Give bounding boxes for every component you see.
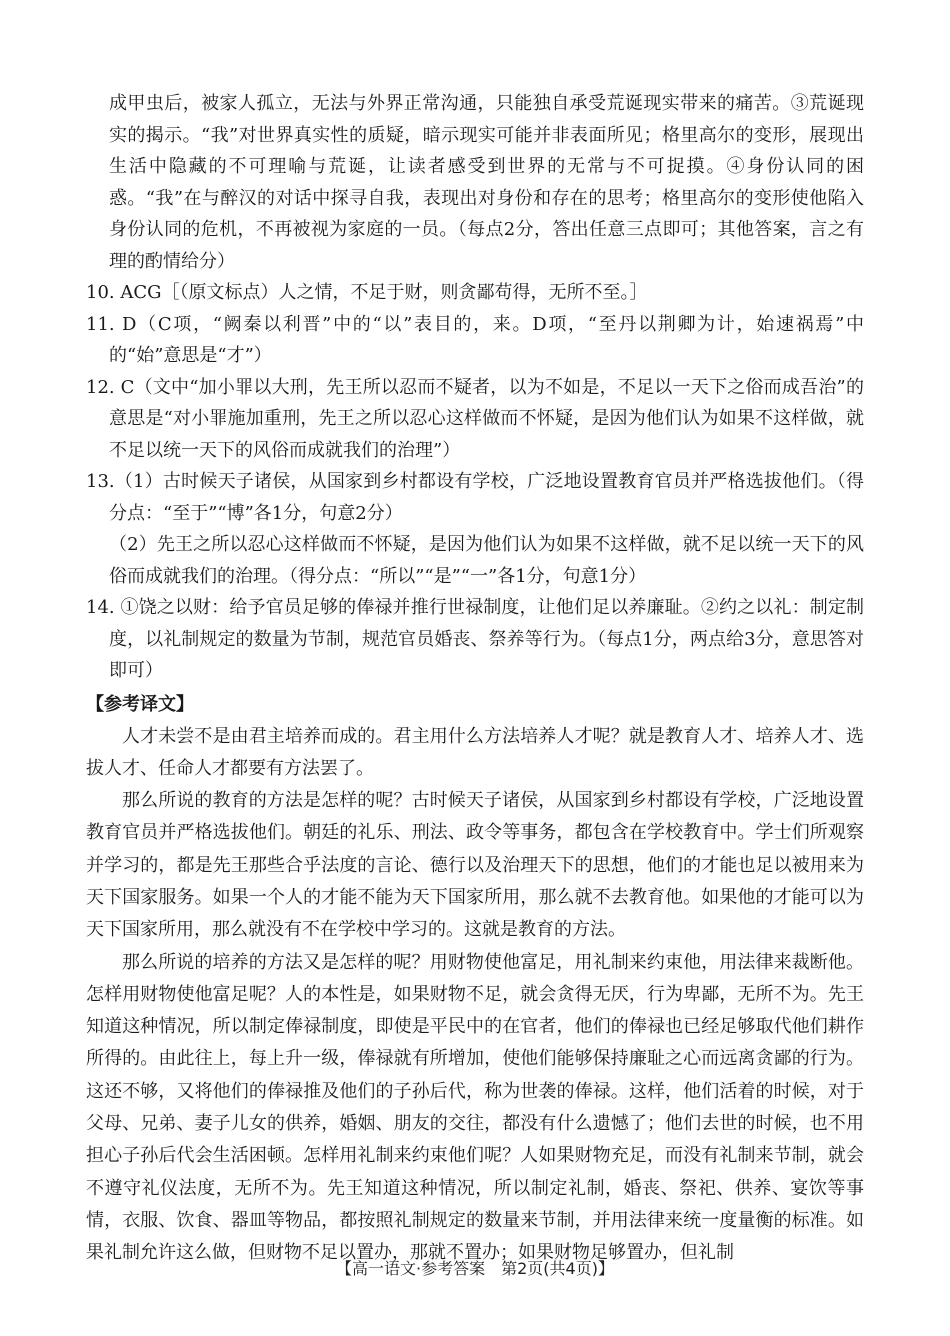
- translation-paragraph-3: 那么所说的培养的方法又是怎样的呢？用财物使他富足，用礼制来约束他，用法律来裁断他。怎样用财物使他富足呢？人的本性是，如果财物不足，就会贪得无厌，行为卑鄙，无所不为。先王知道这种情况，所以制定俸禄制度，即使是平民中的在官者，他们的俸禄也已经足够取代他们耕作所得的。由此往上，每上升一级，俸禄就有所增加，使他们能够保持廉耻之心而远离贪鄙的行为。这还不够，又将他们的俸禄推及他们的子孙后代，称为世袭的俸禄。这样，他们活着的时候，对于父母、兄弟、妻子儿女的供养，婚姻、朋友的交往，都没有什么遗憾了；他们去世的时候，也不用担心子孙后代会生活困顿。怎样用礼制来约束他们呢？人如果财物充足，而没有礼制来节制，就会不遵守礼仪法度，无所不为。先王知道这种情况，所以制定礼制，婚丧、祭祀、供养、宴饮等事情，衣服、饮食、器皿等物品，都按照礼制规定的数量来节制，并用法律来统一度量衡的标准。如果礼制允许这么做，但财物不足以置办，那就不置办；如果财物足够置办，但礼制: [86, 951, 864, 1264]
- answer-9-continuation: 成甲虫后，被家人孤立，无法与外界正常沟通，只能独自承受荒诞现实带来的痛苦。③荒诞现实的揭示。“我”对世界真实性的质疑，暗示现实可能并非表面所见；格里高尔的变形，展现出生活中隐藏的不可理喻与荒诞，让读者感受到世界的无常与不可捉摸。④身份认同的困惑。“我”在与醉汉的对话中探寻自我，表现出对身份和存在的思考；格里高尔的变形使他陷入身份认同的危机，不再被视为家庭的一员。（每点2分，答出任意三点即可；其他答案，言之有理的酌情给分）: [109, 93, 864, 272]
- answer-14: 14. ①饶之以财：给予官员足够的俸禄并推行世禄制度，让他们足以养廉耻。②约之以礼：制定制度，以礼制规定的数量为节制，规范官员婚丧、祭养等行为。（每点1分，两点给3分，意思答对即可）: [86, 597, 864, 681]
- translation-paragraph-2: 那么所说的教育的方法是怎样的呢？古时候天子诸侯，从国家到乡村都设有学校，广泛地设置教育官员并严格选拔他们。朝廷的礼乐、刑法、政令等事务，都包含在学校教育中。学士们所观察并学习的，都是先王那些合乎法度的言论、德行以及治理天下的思想，他们的才能也足以被用来为天下国家服务。如果一个人的才能不能为天下国家所用，那么就不去教育他。如果他的才能可以为天下国家所用，那么就没有不在学校中学习的。这就是教育的方法。: [86, 790, 864, 941]
- answer-10: 10. ACG［（原文标点）人之情，不足于财，则贪鄙苟得，无所不至。］: [86, 282, 648, 303]
- answer-11: 11. D（C项，“阙秦以利晋”中的“以”表目的，来。D项，“至丹以荆卿为计，始速祸焉”中的“始”意思是“才”）: [86, 313, 864, 366]
- answer-13-part-1: 13.（1）古时候天子诸侯，从国家到乡村都设有学校，广泛地设置教育官员并严格选拔他们。（得分点：“至于”“博”各1分，句意2分）: [86, 471, 864, 524]
- page-footer: 【高一语文·参考答案 第2页(共4页)】: [336, 1259, 614, 1278]
- reference-translation-heading: 【参考译文】: [86, 693, 194, 715]
- translation-paragraph-1: 人才未尝不是由君主培养而成的。君主用什么方法培养人才呢？就是教育人才、培养人才、选拔人才、任命人才都要有方法罢了。: [86, 725, 864, 779]
- answer-13-part-2: （2）先王之所以忍心这样做而不怀疑，是因为他们认为如果不这样做，就不足以统一天下的风俗而成就我们的治理。（得分点：“所以”“是”“一”各1分，句意1分）: [109, 534, 864, 587]
- answer-page: [86, 88, 864, 1270]
- answer-12: 12. C（文中“加小罪以大刑，先王所以忍而不疑者，以为不如是，不足以一天下之俗而成吾治”的意思是“对小罪施加重刑，先王之所以忍心这样做而不怀疑，是因为他们认为如果不这样做，就不足以统一天下的风俗而成就我们的治理”）: [86, 376, 864, 461]
